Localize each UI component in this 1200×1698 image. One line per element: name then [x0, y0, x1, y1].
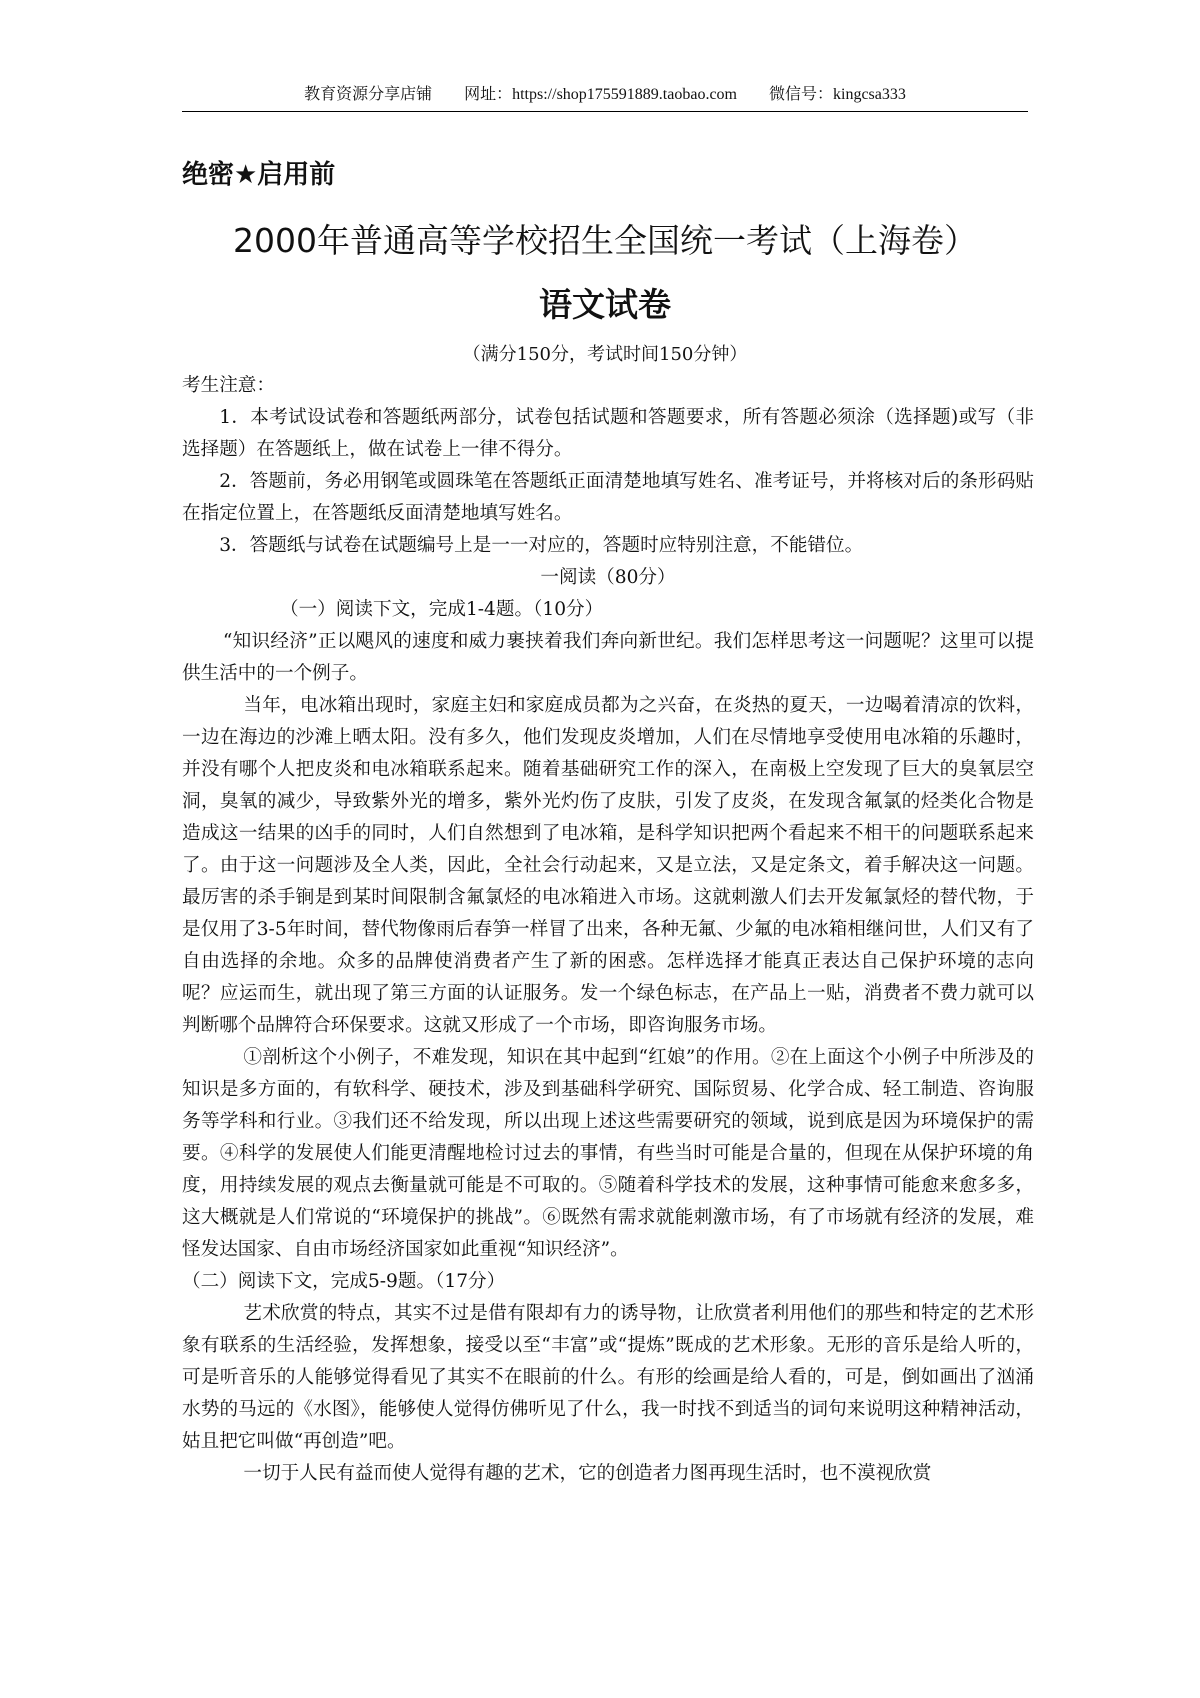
shop-url: 网址：https://shop175591889.taobao.com — [464, 86, 737, 103]
part-heading: （一）阅读下文，完成1-4题。（10分） — [280, 599, 604, 620]
reading-paragraph: 一切于人民有益而使人觉得有趣的艺术，它的创造者力图再现生活时，也不漠视欣赏 — [243, 1463, 932, 1484]
notice-heading: 考生注意： — [182, 375, 275, 396]
section-heading: 一阅读（80分） — [540, 567, 676, 588]
exam-info: （满分150分，考试时间150分钟） — [462, 344, 748, 365]
confidential-label: 绝密★启用前 — [182, 160, 336, 190]
shop-name: 教育资源分享店铺 — [304, 86, 433, 103]
paper-subtitle: 语文试卷 — [539, 285, 671, 324]
exam-title: 2000年普通高等学校招生全国统一考试（上海卷） — [233, 221, 977, 260]
reading-paragraph: “知识经济”正以飓风的速度和威力裹挟着我们奔向新世纪。我们怎样思考这一问题呢？这里可以提供生活中的一个例子。 — [182, 631, 1034, 684]
page-header — [182, 84, 1028, 106]
wechat-id: 微信号：kingcsa333 — [769, 86, 906, 103]
document-body — [182, 370, 1034, 1490]
reading-paragraph: 艺术欣赏的特点，其实不过是借有限却有力的诱导物，让欣赏者利用他们的那些和特定的艺术形象有联系的生活经验，发挥想象，接受以至“丰富”或“提炼”既成的艺术形象。无形的音乐是给人听的，可是听音乐的人能够觉得看见了其实不在眼前的什么。有形的绘画是给人看的，可是，倒如画出了汹涌水势的马远的《水图》，能够使人觉得仿佛听见了什么，我一时找不到适当的词句来说明这种精神活动，姑且把它叫做“再创造”吧。 — [182, 1303, 1034, 1452]
notice-item: 1．本考试设试卷和答题纸两部分，试卷包括试题和答题要求，所有答题必须涂（选择题)或写（非选择题）在答题纸上，做在试卷上一律不得分。 — [182, 407, 1034, 460]
header-divider — [182, 111, 1028, 112]
notice-item: 3．答题纸与试卷在试题编号上是一一对应的，答题时应特别注意，不能错位。 — [219, 535, 864, 556]
part-heading: （二）阅读下文，完成5-9题。（17分） — [182, 1271, 506, 1292]
notice-item: 2．答题前，务必用钢笔或圆珠笔在答题纸正面清楚地填写姓名、准考证号，并将核对后的条形码贴在指定位置上，在答题纸反面清楚地填写姓名。 — [182, 471, 1034, 524]
reading-paragraph: 当年，电冰箱出现时，家庭主妇和家庭成员都为之兴奋，在炎热的夏天，一边喝着清凉的饮料，一边在海边的沙滩上晒太阳。没有多久，他们发现皮炎增加，人们在尽情地享受使用电冰箱的乐趣时，并没有哪个人把皮炎和电冰箱联系起来。随着基础研究工作的深入，在南极上空发现了巨大的臭氧层空洞，臭氧的减少，导致紫外光的增多，紫外光灼伤了皮肤，引发了皮炎，在发现含氟氯的烃类化合物是造成这一结果的凶手的同时，人们自然想到了电冰箱，是科学知识把两个看起来不相干的问题联系起来了。由于这一问题涉及全人类，因此，全社会行动起来，又是立法，又是定条文，着手解决这一问题。最厉害的杀手锏是到某时间限制含氟氯烃的电冰箱进入市场。这就刺激人们去开发氟氯烃的替代物，于是仅用了3-5年时间，替代物像雨后春笋一样冒了出来，各种无氟、少氟的电冰箱相继问世，人们又有了自由选择的余地。众多的品牌使消费者产生了新的困惑。怎样选择才能真正表达自己保护环境的志向呢？应运而生，就出现了第三方面的认证服务。发一个绿色标志，在产品上一贴，消费者不费力就可以判断哪个品牌符合环保要求。这就又形成了一个市场，即咨询服务市场。 — [182, 695, 1034, 1036]
reading-paragraph: ①剖析这个小例子，不难发现，知识在其中起到“红娘”的作用。②在上面这个小例子中所涉及的知识是多方面的，有软科学、硬技术，涉及到基础科学研究、国际贸易、化学合成、轻工制造、咨询服务等学科和行业。③我们还不给发现，所以出现上述这些需要研究的领域，说到底是因为环境保护的需要。④科学的发展使人们能更清醒地检讨过去的事情，有些当时可能是合量的，但现在从保护环境的角度，用持续发展的观点去衡量就可能是不可取的。⑤随着科学技术的发展，这种事情可能愈来愈多多，这大概就是人们常说的“环境保护的挑战”。⑥既然有需求就能刺激市场，有了市场就有经济的发展，难怪发达国家、自由市场经济国家如此重视“知识经济”。 — [182, 1047, 1034, 1260]
